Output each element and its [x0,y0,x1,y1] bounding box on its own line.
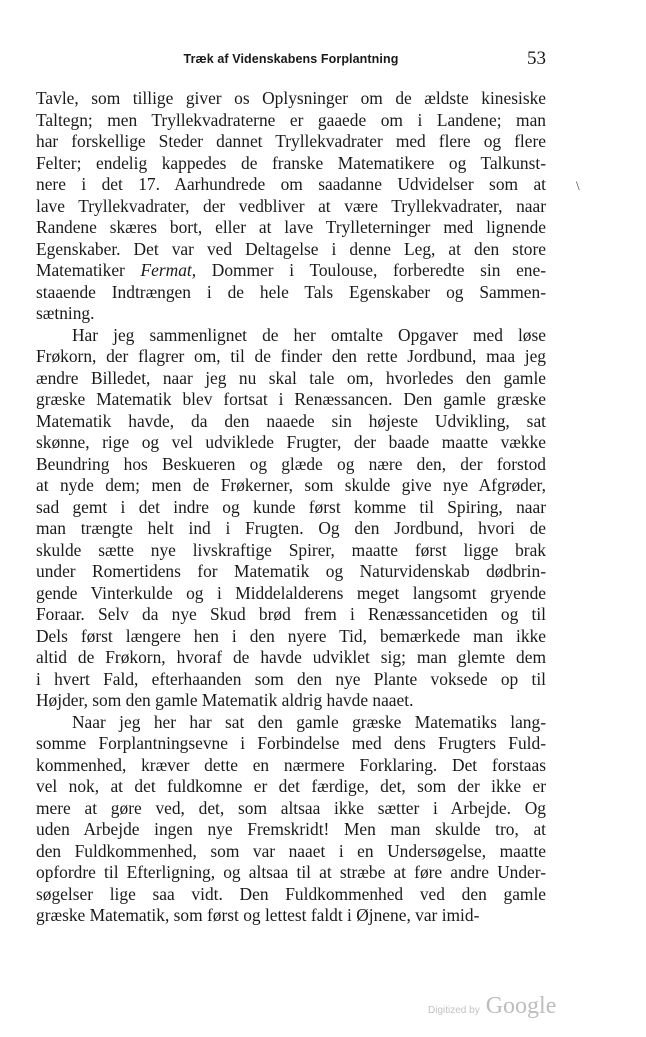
text-segment: ændre Billedet, naar jeg nu skal tale om, hvorledes den gamle [36,367,546,388]
text-line [36,475,546,497]
text-segment: staaende Indtrængen i de hele Tals Egenskaber og Sammen- [36,281,546,302]
text-segment: opfordre til Efterligning, og altsaa til at stræbe at føre andre Under- [36,862,546,882]
text-segment: gende Vinterkulde og i Middelalderens meget langsomt gryende [36,582,546,603]
text-segment: mere at gøre ved, det, som altsaa ikke sætter i Arbejde. Og [36,797,546,818]
text-line [36,669,546,691]
text-line [36,884,546,906]
text-segment: lave Tryllekvadrater, der vedbliver at være Tryllekvadrater, naar [36,195,546,216]
text-line [36,497,546,519]
text-line [36,733,546,755]
text-segment: sad gemt i det indre og kunde først komme til Spiring, naar [36,496,546,517]
page-number: 53 [527,48,546,69]
text-segment: Foraar. Selv da nye Skud brød frem i Renæssancetiden og til [36,604,546,624]
text-line [36,841,546,863]
text-segment: skønne, rige og vel udviklede Frugter, der baade maatte vække [36,432,546,452]
paragraph [36,325,546,712]
text-segment: i hvert Fald, efterhaanden som den nye Plante voksede op til [36,668,546,689]
text-segment: at nyde dem; men de Frøkerner, som skulde give nye Afgrøder, [36,475,546,495]
text-segment: Tavle, som tillige giver os Oplysninger om de ældste kinesiske [36,88,546,108]
text-line [36,862,546,884]
italic-name: Fermat, [140,260,197,280]
text-line [36,540,546,562]
text-segment: Naar jeg her har sat den gamle græske Matematiks lang- [72,711,546,732]
text-line [36,131,546,153]
text-segment: man trængte helt ind i Frugten. Og den Jordbund, hvori de [36,518,546,538]
text-line [36,454,546,476]
text-segment: Dels først længere hen i den nyere Tid, bemærkede man ikke [36,625,546,646]
text-line [36,561,546,583]
text-line [36,798,546,820]
text-segment: vel nok, at det fuldkomne er det færdige, det, som der ikke er [36,776,546,796]
text-segment: uden Arbejde ingen nye Fremskridt! Men man skulde tro, at [36,819,546,839]
text-segment: Felter; endelig kappedes de franske Matematikere og Talkunst- [36,152,546,173]
text-segment: Randene skæres bort, eller at lave Trylleterninger med lignende [36,217,546,237]
margin-mark: \ [576,178,580,193]
running-head [36,48,546,72]
text-line [36,776,546,798]
text-segment: Matematiker [36,260,141,280]
text-line [36,153,546,175]
text-segment: Har jeg sammenlignet de her omtalte Opgaver med løse [72,324,546,345]
text-segment: græske Matematik blev fortsat i Renæssancen. Den gamle græske [36,389,546,409]
text-segment: Beundring hos Beskueren og glæde og nære den, der forstod [36,453,546,474]
text-segment: har forskellige Steder dannet Tryllekvadrater med flere og flere [36,131,546,151]
text-line [36,282,546,304]
text-line [36,325,546,347]
text-line [36,303,546,325]
text-line [36,217,546,239]
text-segment: sætning. [36,303,95,323]
text-line [36,389,546,411]
text-line [36,110,546,132]
text-segment: altid de Frøkorn, hvoraf de havde udviklet sig; man glemte dem [36,647,546,667]
digitized-by-label: Digitized by [428,1005,480,1016]
text-segment: Matematik havde, da den naaede sin højeste Udvikling, sat [36,410,546,431]
text-line [36,604,546,626]
running-title: Træk af Videnskabens Forplantning [183,52,399,66]
text-line [36,260,546,282]
text-line [36,346,546,368]
text-line [36,518,546,540]
text-segment: Taltegn; men Tryllekvadraterne er gaaede om i Landene; man [36,109,546,130]
text-segment: nere i det 17. Aarhundrede om saadanne Udvidelser som at [36,174,546,194]
paragraph [36,712,546,927]
body-text [36,88,546,927]
text-segment: Frøkorn, der flagrer om, til de finder den rette Jordbund, maa jeg [36,346,546,366]
text-segment: skulde sætte nye livskraftige Spirer, maatte først ligge brak [36,539,546,560]
text-line [36,583,546,605]
text-segment: Højder, som den gamle Matematik aldrig havde naaet. [36,690,414,710]
text-line [36,755,546,777]
paragraph [36,88,546,325]
text-line [36,239,546,261]
text-line [36,647,546,669]
text-segment: græske Matematik, som først og lettest faldt i Øjnene, var imid- [36,905,480,925]
text-segment: Dommer i Toulouse, forberedte sin ene- [196,260,546,280]
text-segment: kommenhed, kræver dette en nærmere Forklaring. Det forstaas [36,754,546,775]
digitizer-watermark [428,993,556,1023]
text-line [36,411,546,433]
text-segment: den Fuldkommenhed, som var naaet i en Undersøgelse, maatte [36,840,546,861]
text-line [36,712,546,734]
text-line [36,905,546,927]
text-segment: somme Forplantningsevne i Forbindelse med dens Frugters Fuld- [36,733,546,753]
text-line [36,174,546,196]
text-line [36,432,546,454]
google-logo: Google [485,993,557,1019]
text-line [36,368,546,390]
text-line [36,196,546,218]
text-line [36,690,546,712]
text-line [36,88,546,110]
text-line [36,819,546,841]
text-segment: under Romertidens for Matematik og Naturvidenskab dødbrin- [36,561,546,581]
text-line [36,626,546,648]
text-segment: søgelser lige saa vidt. Den Fuldkommenhed ved den gamle [36,883,546,904]
text-segment: Egenskaber. Det var ved Deltagelse i denne Leg, at den store [36,238,546,259]
